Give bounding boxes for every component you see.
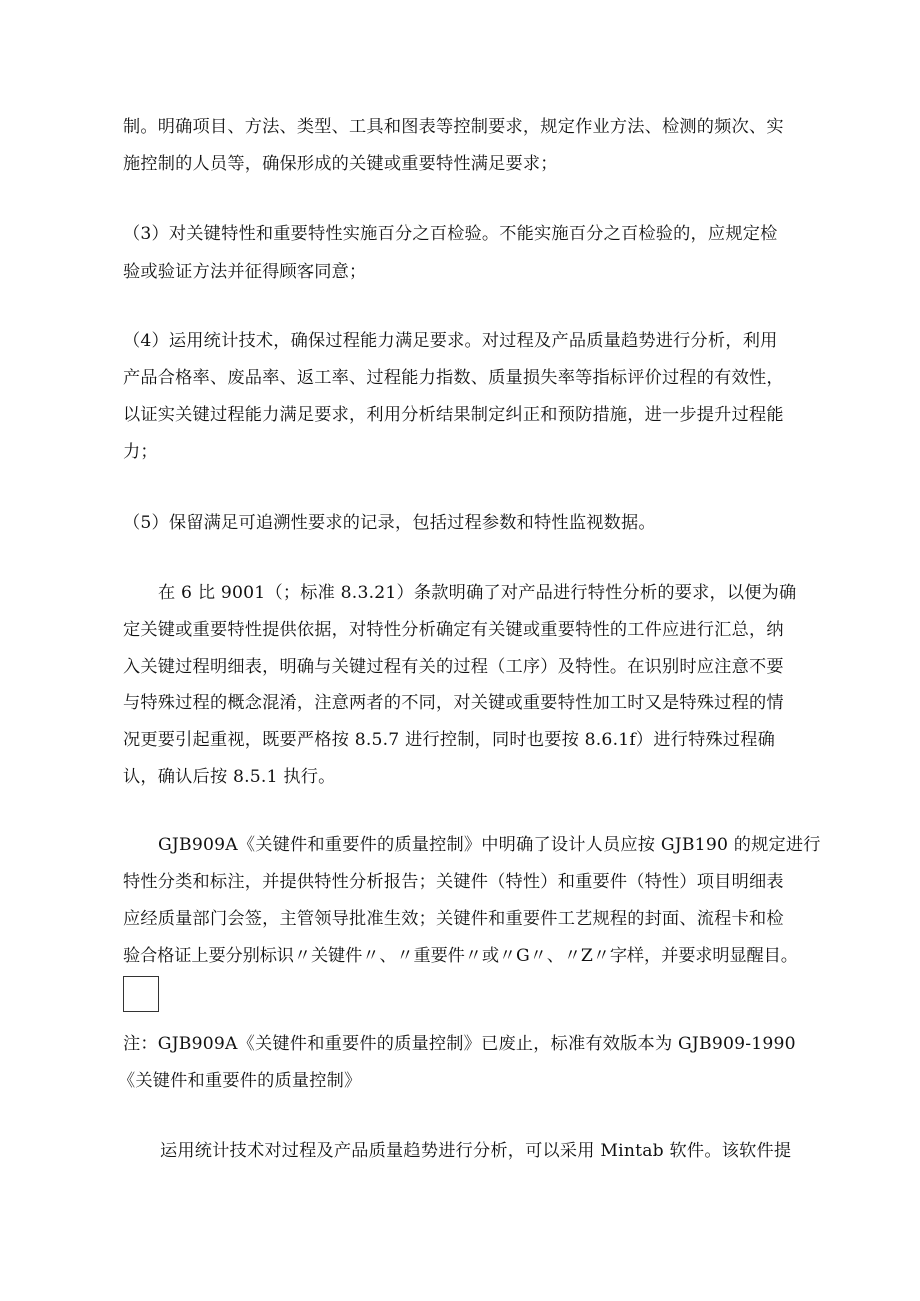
- text-line: 认，确认后按 8.5.1 执行。: [123, 767, 336, 787]
- text-line: （3）对关键特性和重要特性实施百分之百检验。不能实施百分之百检验的，应规定检: [123, 224, 778, 244]
- note-line: 《关键件和重要件的质量控制》: [118, 1071, 362, 1091]
- text-line: GJB909A《关键件和重要件的质量控制》中明确了设计人员应按 GJB190 的规定进行: [158, 835, 821, 855]
- text-line: 在 6 比 9001（；标准 8.3.21）条款明确了对产品进行特性分析的要求，以便为确: [158, 583, 797, 603]
- text-line: （5）保留满足可追溯性要求的记录，包括过程参数和特性监视数据。: [123, 513, 656, 533]
- text-line: 施控制的人员等，确保形成的关键或重要特性满足要求；: [123, 154, 558, 174]
- text-line: 制。明确项目、方法、类型、工具和图表等控制要求，规定作业方法、检测的频次、实: [123, 117, 784, 137]
- text-line: 验合格证上要分别标识〃关键件〃、〃重要件〃或〃G〃、〃Z〃字样，并要求明显醒目。: [123, 946, 798, 966]
- text-line: 定关键或重要特性提供依据，对特性分析确定有关键或重要特性的工件应进行汇总，纳: [123, 620, 784, 640]
- text-line: 应经质量部门会签，主管领导批准生效；关键件和重要件工艺规程的封面、流程卡和检: [123, 909, 784, 929]
- text-line: 验或验证方法并征得顾客同意；: [123, 262, 367, 282]
- text-line: 以证实关键过程能力满足要求，利用分析结果制定纠正和预防措施，进一步提升过程能: [123, 405, 784, 425]
- text-line: 入关键过程明细表，明确与关键过程有关的过程（工序）及特性。在识别时应注意不要: [123, 657, 784, 677]
- note-line: 注：GJB909A《关键件和重要件的质量控制》已废止，标准有效版本为 GJB909-1990: [123, 1034, 796, 1054]
- text-line: 与特殊过程的概念混淆，注意两者的不同，对关键或重要特性加工时又是特殊过程的情: [123, 693, 784, 713]
- text-line: 况更要引起重视，既要严格按 8.5.7 进行控制，同时也要按 8.6.1f）进行特殊过程确: [123, 730, 776, 750]
- text-line: （4）运用统计技术，确保过程能力满足要求。对过程及产品质量趋势进行分析，利用: [123, 331, 778, 351]
- empty-checkbox[interactable]: [123, 976, 159, 1012]
- text-line: 产品合格率、废品率、返工率、过程能力指数、质量损失率等指标评价过程的有效性，: [123, 368, 784, 388]
- text-line: 特性分类和标注，并提供特性分析报告；关键件（特性）和重要件（特性）项目明细表: [123, 872, 784, 892]
- text-line: 运用统计技术对过程及产品质量趋势进行分析，可以采用 Mintab 软件。该软件提: [160, 1141, 792, 1161]
- text-line: 力；: [123, 442, 158, 462]
